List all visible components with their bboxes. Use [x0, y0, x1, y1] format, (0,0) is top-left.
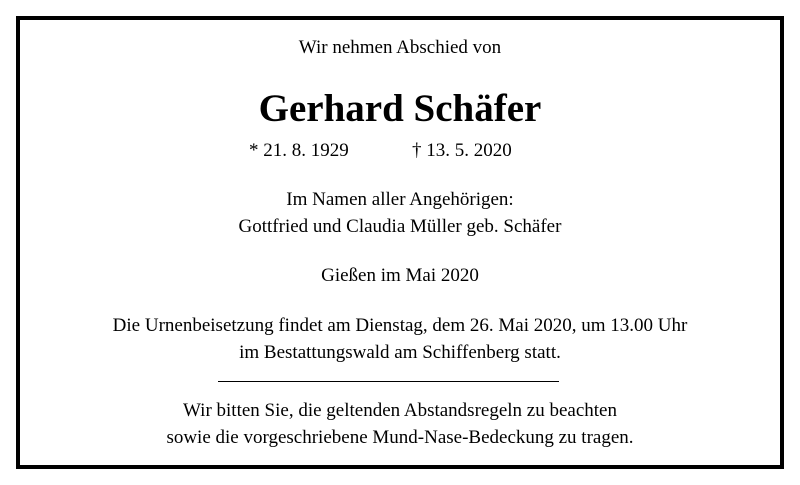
death-date: † 13. 5. 2020: [412, 140, 512, 161]
mourners-names: Gottfried und Claudia Müller geb. Schäfer: [238, 216, 562, 237]
intro-text: Wir nehmen Abschied von: [298, 37, 502, 58]
burial-info-line-2: im Bestattungswald am Schiffenberg statt.: [239, 342, 561, 363]
request-line-2: sowie die vorgeschriebene Mund-Nase-Bedeckung zu tragen.: [166, 427, 634, 448]
mourners-heading: Im Namen aller Angehörigen:: [286, 189, 514, 210]
birth-date: * 21. 8. 1929: [249, 140, 349, 161]
divider-line: [218, 381, 559, 382]
deceased-name: Gerhard Schäfer: [258, 87, 542, 130]
place-date: Gießen im Mai 2020: [321, 265, 479, 286]
burial-info-line-1: Die Urnenbeisetzung findet am Dienstag, dem 26. Mai 2020, um 13.00 Uhr: [112, 315, 688, 336]
request-line-1: Wir bitten Sie, die geltenden Abstandsregeln zu beachten: [183, 400, 617, 421]
